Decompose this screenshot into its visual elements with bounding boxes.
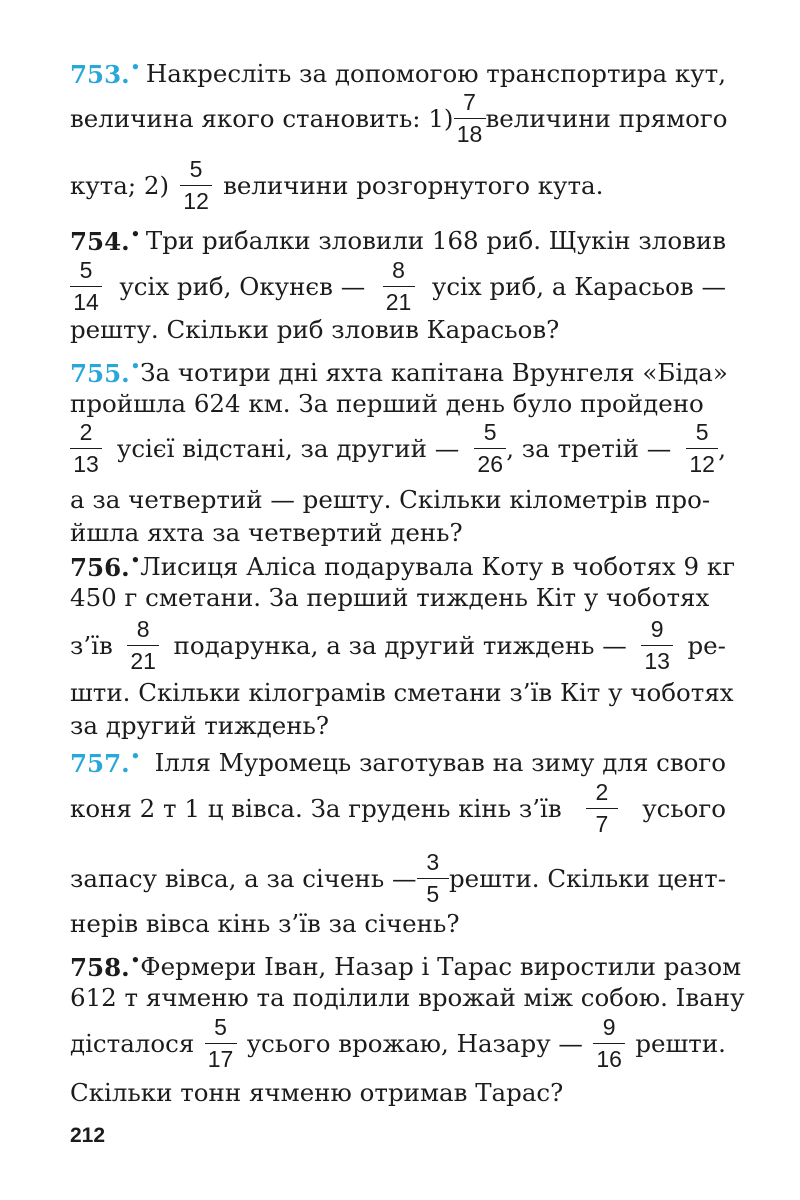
text: За чотири дні яхта капітана Врунгеля «Біда»: [140, 357, 728, 387]
text: величини прямого: [485, 103, 728, 133]
text: усієї відстані, за другий —: [116, 433, 460, 463]
fraction-group: [474, 418, 672, 477]
fraction: $\frac{5}{17}$: [205, 1016, 237, 1071]
fraction: $\frac{7}{18}$: [454, 91, 486, 146]
text: дісталося: [70, 1028, 195, 1058]
text: , за третій —: [506, 433, 672, 463]
fraction: $\frac{8}{21}$: [127, 618, 159, 673]
fraction-group: [686, 418, 726, 477]
problem-755-line-3: [70, 420, 726, 476]
text: за другий тиждень?: [70, 710, 330, 740]
problem-753-number: 753.•: [70, 57, 141, 89]
text: нерів вівса кінь з’їв за січень?: [70, 908, 460, 938]
text: величини розгорнутого кута.: [223, 170, 604, 200]
problem-753-line-3: [70, 157, 726, 213]
fraction: $\frac{2}{13}$: [70, 421, 102, 476]
text: ,: [718, 433, 726, 463]
text: усіх риб, Окунєв —: [119, 271, 366, 301]
problem-753-line-2: [70, 90, 726, 146]
problem-758-number: 758.•: [70, 950, 141, 982]
text: 612 т ячменю та поділили врожай між собою. Івану: [70, 982, 745, 1012]
text: усього врожаю, Назару —: [246, 1028, 583, 1058]
fraction: $\frac{2}{7}$: [586, 781, 618, 836]
text: ре-: [687, 630, 726, 660]
fraction: $\frac{8}{21}$: [383, 259, 415, 314]
problem-755-number: 755.•: [70, 356, 141, 388]
problem-757-number: 757.•: [70, 746, 141, 778]
text: Скільки тонн ячменю отримав Тарас?: [70, 1077, 564, 1107]
text: подарунка, а за другий тиждень —: [173, 630, 627, 660]
problem-758-line-4: [70, 1064, 726, 1120]
page-number: 212: [70, 1124, 106, 1147]
fraction: $\frac{9}{16}$: [593, 1016, 625, 1071]
text: коня 2 т 1 ц вівса. За грудень кінь з’їв: [70, 793, 562, 823]
text: Ілля Муромець заготував на зиму для свого: [154, 747, 726, 777]
text: пройшла 624 км. За перший день було пройдено: [70, 388, 704, 418]
fraction: $\frac{5}{12}$: [686, 421, 718, 476]
fraction: $\frac{3}{5}$: [417, 851, 449, 906]
text: решту. Скільки риб зловив Карасьов?: [70, 314, 560, 344]
text: решти.: [635, 1028, 726, 1058]
text: а за четвертий — решту. Скільки кілометрів про-: [70, 484, 711, 514]
text: йшла яхта за четвертий день?: [70, 517, 463, 547]
text: Лисиця Аліса подарувала Коту в чоботях 9 кг: [140, 551, 736, 581]
text: Накресліть за допомогою транспортира кут,: [145, 58, 726, 88]
problem-754-number: 754.•: [70, 224, 141, 256]
fraction: $\frac{9}{13}$: [641, 618, 673, 673]
fraction: $\frac{5}{14}$: [70, 259, 102, 314]
text: решти. Скільки цент-: [448, 863, 726, 893]
problem-756-number: 756.•: [70, 550, 141, 582]
text: шти. Скільки кілограмів сметани з’їв Кіт у чоботях: [70, 677, 734, 707]
fraction: $\frac{5}{26}$: [474, 421, 506, 476]
text: Три рибалки зловили 168 риб. Щукін зловив: [145, 225, 726, 255]
text: запасу вівса, а за січень —: [70, 863, 417, 893]
problem-757-line-2: [70, 780, 726, 836]
text: усіх риб, а Карасьов —: [431, 271, 726, 301]
fraction: $\frac{5}{12}$: [180, 158, 212, 213]
text: кута; 2): [70, 170, 170, 200]
problem-758-line-3: [70, 1015, 726, 1071]
text: з’їв: [70, 630, 113, 660]
text: 450 г сметани. За перший тиждень Кіт у чоботях: [70, 582, 710, 612]
text: величина якого становить: 1): [70, 103, 454, 133]
text: усього: [642, 793, 726, 823]
text: Фермери Іван, Назар і Тарас виростили разом: [140, 951, 742, 981]
